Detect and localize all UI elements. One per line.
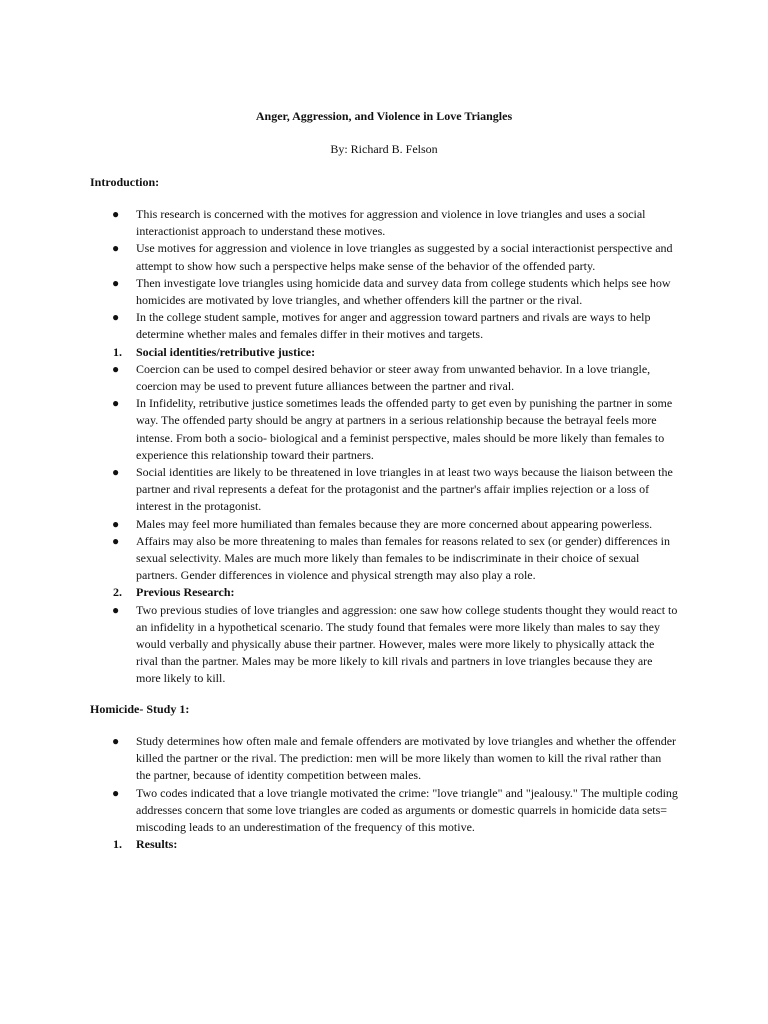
subheading-text: Social identities/retributive justice: — [136, 344, 316, 359]
bullet-icon: ● — [112, 785, 120, 800]
numbered-subheading — [0, 584, 678, 601]
bullet-text: This research is concerned with the motives for aggression and violence in love triangles and uses a social interactionist approach to understand these motives. — [136, 207, 646, 239]
bullet-text: Males may feel more humiliated than females because they are more concerned about appearing powerless. — [136, 516, 653, 531]
bullet-text: In Infidelity, retributive justice sometimes leads the offended party to get even by punishing the partner in some way. The offended party should be angry at partners in a serious relationship because the betrayal feels more intense. From both a socio- biological and a feminist perspective, males should be more likely than females to experience this relationship toward their partners. — [136, 396, 673, 462]
bullet-item — [0, 275, 678, 309]
bullet-item — [0, 240, 678, 274]
bullet-item — [0, 533, 678, 585]
document-title: Anger, Aggression, and Violence in Love Triangles — [255, 109, 513, 123]
bullet-icon: ● — [112, 275, 120, 290]
author-byline: By: Richard B. Felson — [330, 142, 438, 156]
bullet-icon: ● — [112, 602, 120, 617]
numbered-subheading — [0, 344, 678, 361]
bullet-text: Affairs may also be more threatening to males than females for reasons related to sex (or gender) differences in sexual selectivity. Males are much more likely than females to be indiscriminate in their choice of sexual partners. Gender differences in violence and physical strength may also play a role. — [136, 533, 671, 583]
bullet-icon: ● — [112, 533, 120, 548]
bullet-item — [0, 785, 678, 837]
bullet-item — [0, 361, 678, 395]
bullet-icon: ● — [112, 465, 120, 480]
introduction-list — [0, 206, 768, 688]
bullet-item — [0, 602, 678, 688]
bullet-text: Two previous studies of love triangles and aggression: one saw how college students thought they would react to an infidelity in a hypothetical scenario. The study found that females were more likely than males to say they would verbally and physically abuse their partner. However, males were more likely to physically attack the rival than the partner. Males may be more likely to kill rivals and partners in love triangles because they are more likely to kill. — [136, 602, 678, 686]
numbered-subheading — [0, 836, 678, 853]
bullet-item — [0, 516, 678, 533]
bullet-item — [0, 309, 678, 343]
bullet-item — [0, 733, 678, 785]
bullet-icon: ● — [112, 241, 120, 256]
bullet-item — [0, 206, 678, 240]
bullet-text: Study determines how often male and female offenders are motivated by love triangles and whether the offender killed the partner or the rival. The prediction: men will be more likely than women to kill the rival rather than the partner, because of identity competition between males. — [136, 734, 677, 783]
section-heading-introduction: Introduction: — [90, 175, 160, 189]
bullet-icon: ● — [112, 516, 120, 531]
list-number: 1. — [113, 344, 122, 359]
subheading-text: Previous Research: — [136, 585, 235, 600]
bullet-text: Social identities are likely to be threatened in love triangles in at least two ways because the liaison between the partner and rival represents a defeat for the protagonist and the partner's affair implies rejection or a loss of interest in the protagonist. — [136, 465, 673, 514]
bullet-text: Use motives for aggression and violence in love triangles as suggested by a social interactionist perspective and attempt to show how such a perspective helps make sense of the behavior of the offended party. — [136, 241, 673, 273]
bullet-item — [0, 395, 678, 464]
bullet-icon: ● — [112, 310, 120, 325]
bullet-text: Two codes indicated that a love triangle motivated the crime: "love triangle" and "jealousy." The multiple coding addresses concern that some love triangles are coded as arguments or domestic quarrels in homicide data sets= miscoding leads to an underestimation of the frequency of this motive. — [136, 785, 678, 835]
bullet-text: In the college student sample, motives for anger and aggression toward partners and rivals are ways to help determine whether males and females differ in their motives and targets. — [136, 310, 651, 342]
bullet-icon: ● — [112, 734, 120, 748]
bullet-icon: ● — [112, 207, 120, 221]
section-heading-homicide-study-1: Homicide- Study 1: — [90, 702, 190, 716]
list-number: 1. — [113, 837, 122, 852]
subheading-text: Results: — [136, 837, 178, 852]
bullet-item — [0, 464, 678, 516]
bullet-icon: ● — [112, 361, 120, 376]
homicide-study-list — [0, 733, 768, 853]
list-number: 2. — [113, 585, 122, 600]
bullet-text: Coercion can be used to compel desired behavior or steer away from unwanted behavior. In a love triangle, coercion may be used to prevent future alliances between the partner and rival. — [136, 361, 651, 394]
bullet-icon: ● — [112, 396, 120, 411]
bullet-text: Then investigate love triangles using homicide data and survey data from college students which helps see how homicides are motivated by love triangles, and whether offenders kill the partner or the rival. — [136, 275, 671, 308]
